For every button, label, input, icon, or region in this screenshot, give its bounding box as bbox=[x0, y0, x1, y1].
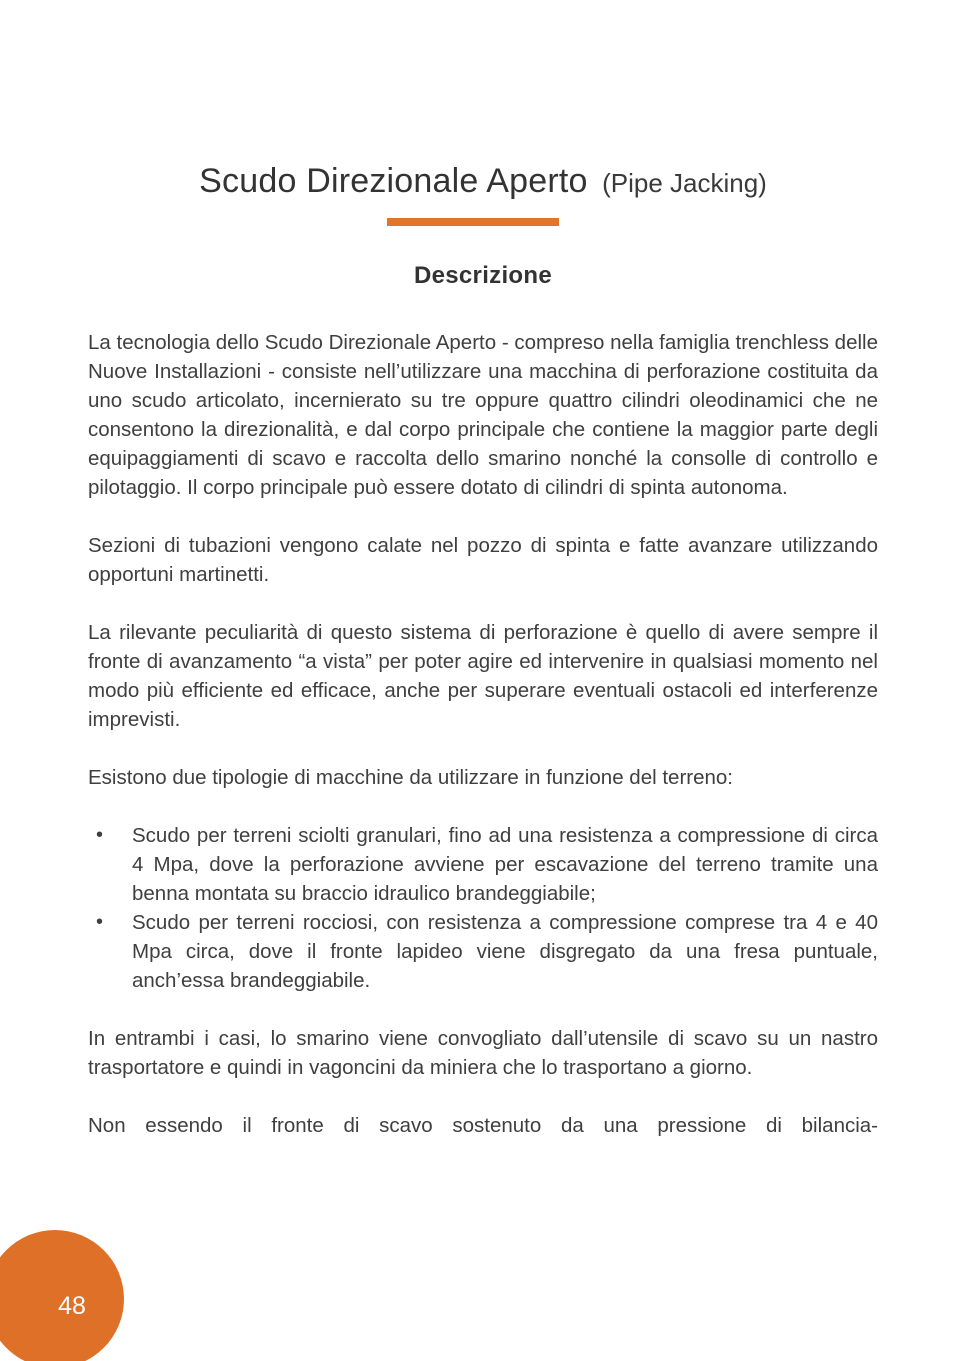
list-item bbox=[88, 908, 878, 995]
list-item-granular-soils: Scudo per terreni sciolti granulari, fino ad una resistenza a compressione di circa 4 Mpa, dove la perforazione avviene per escavazione del terreno tramite una benna montata su braccio idraulico brandeggiabile; bbox=[132, 824, 878, 905]
title-underline-rule bbox=[387, 218, 559, 226]
paragraph-technology-overview: La tecnologia dello Scudo Direzionale Aperto - compreso nella famiglia trenchless delle Nuove Installazioni - consiste nell’utilizzare una macchina di perforazione costituita da uno scudo articolato, incernierato su tre oppure quattro cilindri oleodinamici che ne consentono la direzionalità, e dal corpo principale che contiene la maggior parte degli equipaggiamenti di scavo e raccolta dello smarino nonché la consolle di controllo e pilotaggio. Il corpo principale può essere dotato di cilindri di spinta autonoma. bbox=[88, 331, 878, 499]
bullet-icon: • bbox=[96, 824, 104, 846]
page-title bbox=[88, 162, 878, 201]
machine-types-list bbox=[88, 821, 878, 995]
page-number: 48 bbox=[58, 1292, 86, 1320]
paragraph-pipe-sections: Sezioni di tubazioni vengono calate nel pozzo di spinta e fatte avanzare utilizzando opportuni martinetti. bbox=[88, 534, 878, 586]
paragraph-open-face-peculiarity: La rilevante peculiarità di questo sistema di perforazione è quello di avere sempre il fronte di avanzamento “a vista” per poter agire ed intervenire in qualsiasi momento nel modo più efficiente ed efficace, anche per superare eventuali ostacoli ed interferenze imprevisti. bbox=[88, 621, 878, 731]
page-title-main: Scudo Direzionale Aperto bbox=[199, 162, 588, 200]
paragraph-muck-transport: In entrambi i casi, lo smarino viene convogliato dall’utensile di scavo su un nastro trasportatore e quindi in vagoncini da miniera che lo trasportano a giorno. bbox=[88, 1027, 878, 1079]
section-heading: Descrizione bbox=[413, 262, 553, 289]
bullet-icon: • bbox=[96, 911, 104, 933]
paragraph-face-pressure-truncated: Non essendo il fronte di scavo sostenuto da una pressione di bilancia- bbox=[88, 1114, 878, 1137]
body-text bbox=[88, 328, 878, 1169]
page-title-suffix: (Pipe Jacking) bbox=[602, 168, 767, 198]
list-item bbox=[88, 821, 878, 908]
paragraph-machine-types-intro: Esistono due tipologie di macchine da utilizzare in funzione del terreno: bbox=[88, 766, 733, 789]
list-item-rocky-soils: Scudo per terreni rocciosi, con resistenza a compressione comprese tra 4 e 40 Mpa circa, dove il fronte lapideo viene disgregato da una fresa puntuale, anch’essa brandeggiabile. bbox=[132, 911, 878, 992]
